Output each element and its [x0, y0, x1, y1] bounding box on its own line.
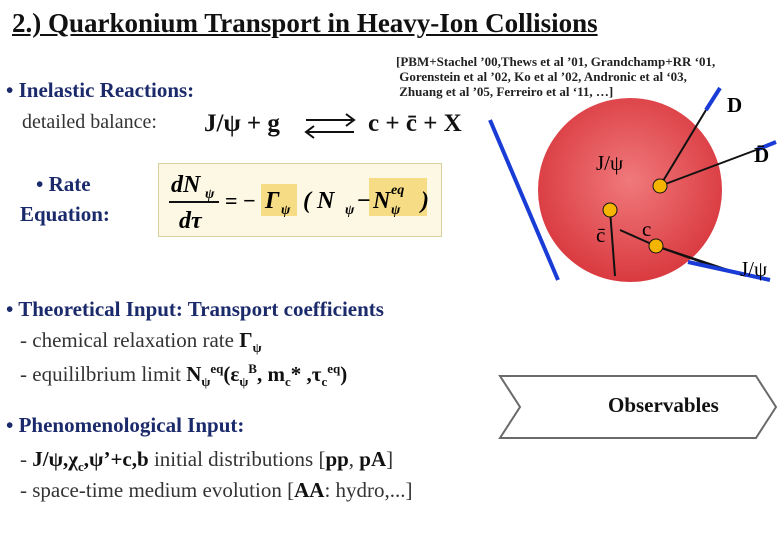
gamma-sym: Γ — [239, 328, 253, 352]
tau-sub: c — [321, 374, 328, 390]
aa: AA — [294, 478, 325, 502]
theory-line-relaxation — [20, 328, 262, 356]
initial-text: initial distributions [ — [148, 447, 326, 471]
mc-sub: c — [284, 374, 291, 390]
cbar-quark-dot — [603, 203, 617, 217]
pp: pp — [325, 447, 349, 471]
reaction-rhs: c + c̄ + X — [368, 110, 462, 137]
tau-sup: eq — [327, 361, 341, 376]
hydro-text: : hydro,...] — [324, 478, 413, 502]
eps-sub: ψ — [239, 374, 249, 390]
mc: , m — [256, 362, 285, 386]
gamma-sub: ψ — [281, 203, 291, 218]
comma: , — [348, 447, 360, 471]
chi-sub: c — [77, 459, 84, 475]
label-jpsi-in: J/ψ — [596, 151, 624, 175]
states-a: J/ψ,χ — [32, 447, 78, 471]
label-jpsi-out: J/ψ — [740, 257, 768, 281]
D-end — [706, 88, 720, 110]
bracket: ] — [386, 447, 394, 471]
rate-equation — [159, 164, 441, 236]
n-sub: ψ — [345, 203, 355, 218]
equals-minus: = − — [225, 188, 256, 213]
eps-sup: B — [248, 361, 257, 376]
c-quark-dot — [653, 179, 667, 193]
numerator-sub: ψ — [205, 187, 215, 202]
denominator: dτ — [179, 208, 202, 234]
c-recomb-dot — [649, 239, 663, 253]
states-b: ,ψ’+c,b — [83, 447, 149, 471]
gamma-psi — [239, 328, 262, 356]
n-psi-sub: ψ — [201, 374, 211, 390]
eps: (ε — [223, 362, 240, 386]
pheno-line-initial — [20, 447, 393, 475]
neq-sub: ψ — [391, 203, 401, 218]
pa: pA — [359, 447, 387, 471]
label-D: D — [727, 93, 743, 117]
label-c: c — [642, 217, 652, 241]
n-psi: N — [186, 362, 202, 386]
close: ) — [340, 362, 348, 386]
fireball-graphic — [470, 80, 780, 290]
states — [32, 447, 149, 475]
theory-line-equilibrium — [20, 361, 347, 390]
label-Dbar: D̄ — [754, 143, 770, 167]
slide-title: 2.) Quarkonium Transport in Heavy-Ion Collisions — [12, 8, 598, 38]
neq-symbol: N — [373, 188, 391, 214]
detailed-balance-label: detailed balance: — [22, 111, 157, 133]
paren-close: ) — [421, 188, 429, 214]
pheno-heading: • Phenomenological Input: — [6, 413, 245, 437]
equilibrium-arrows-icon — [300, 110, 360, 142]
gamma-symbol: Γ — [265, 188, 280, 214]
gamma-sub: ψ — [252, 340, 262, 356]
tau: * ,τ — [290, 362, 322, 386]
paren-n: ( N — [303, 188, 335, 214]
rate-equation-box — [158, 163, 442, 237]
neq-sup: eq — [391, 183, 405, 198]
theory-line1-text: - chemical relaxation rate — [20, 328, 240, 352]
reaction-lhs: J/ψ + g — [204, 110, 280, 137]
theory-line2-text: - equililbrium limit — [20, 362, 187, 386]
inelastic-heading: • Inelastic Reactions: — [6, 78, 195, 102]
observables-label: Observables — [608, 393, 719, 417]
references: [PBM+Stachel ’00,Thews et al ’01, Grandchamp+RR ‘01, Gorenstein et al ’02, Ko et al ’02, Andronic et al ‘03, Zhuang et al ’05, Ferreiro et al ‘11, …] — [396, 54, 716, 99]
theory-heading: • Theoretical Input: Transport coefficients — [6, 297, 384, 321]
fireball — [538, 98, 722, 282]
medium-text: - space-time medium evolution [ — [20, 478, 295, 502]
minus-sign: − — [357, 188, 371, 214]
dash: - — [20, 447, 33, 471]
numerator: dN — [171, 172, 201, 198]
rate-heading-line2: Equation: — [20, 202, 110, 226]
pheno-line-medium — [20, 478, 413, 503]
rate-heading-line1: • Rate — [36, 172, 91, 196]
label-cbar: c̄ — [596, 223, 606, 247]
n-psi-sup: eq — [210, 361, 224, 376]
